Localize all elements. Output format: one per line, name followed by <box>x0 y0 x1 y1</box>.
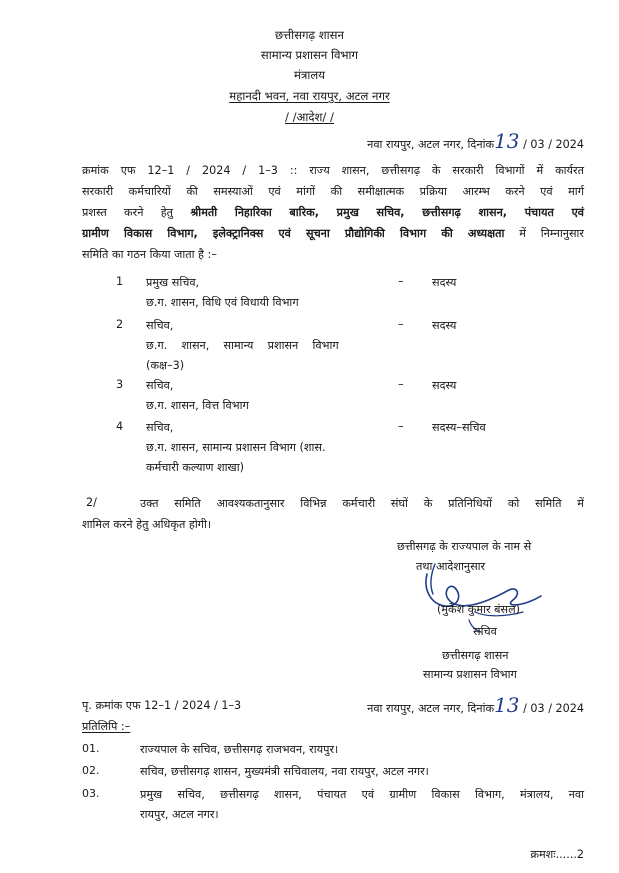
member-4-title: सचिव, <box>146 421 174 434</box>
signature-authority-line-1: छत्तीसगढ़ के राज्यपाल के नाम से <box>397 540 532 553</box>
order-line-1-text: :: राज्य शासन, छत्तीसगढ़ के सरकारी विभागों में कार्यरत <box>289 164 584 177</box>
member-3-role: सदस्य <box>432 379 457 392</box>
dateline <box>367 130 584 156</box>
member-3-title: सचिव, <box>146 379 174 392</box>
member-2-dash: – <box>398 318 404 331</box>
header-address: महानदी भवन, नवा रायपुर, अटल नगर <box>229 89 390 103</box>
signatory-name: (मुकेश कुमार बंसल) <box>437 603 521 616</box>
member-1-dept: छ.ग. शासन, विधि एवं विधायी विभाग <box>146 296 299 309</box>
endorsement-dateline <box>367 694 584 720</box>
continued-marker: क्रमशः......2 <box>530 848 584 861</box>
order-line-3 <box>82 202 584 223</box>
copy-1-num: 01. <box>82 742 100 755</box>
endorsement-month-year: / 03 / 2024 <box>523 702 584 715</box>
order-paragraph <box>82 160 584 265</box>
member-1-num: 1 <box>116 275 124 288</box>
header-department: सामान्य प्रशासन विभाग <box>260 48 359 62</box>
member-2-dept-room: (कक्ष–3) <box>146 359 185 372</box>
member-2-dept: छ.ग. शासन, सामान्य प्रशासन विभाग <box>146 339 339 352</box>
copy-2-text: सचिव, छत्तीसगढ़ शासन, मुख्यमंत्री सचिवालय, नवा रायपुर, अटल नगर। <box>140 765 429 778</box>
member-1-role: सदस्य <box>432 276 457 289</box>
member-3-num: 3 <box>116 378 124 391</box>
signatory-designation: सचिव <box>473 625 497 638</box>
order-line-2: सरकारी कर्मचारियों की समस्याओं एवं मांगों की समीक्षात्मक प्रक्रिया आरम्भ करने एवं मार्ग <box>82 185 584 198</box>
copy-3-text-line-2: रायपुर, अटल नगर। <box>140 808 219 821</box>
order-line-4 <box>82 223 584 244</box>
order-title: / /आदेश/ / <box>285 110 334 124</box>
para2-num: 2/ <box>86 496 97 509</box>
order-line-4-normal: में निम्नानुसार <box>519 227 584 240</box>
endorsement-handwritten-day: 13 <box>494 693 520 717</box>
header-mantralaya: मंत्रालय <box>294 68 325 82</box>
signatory-department: सामान्य प्रशासन विभाग <box>423 668 517 681</box>
handwritten-day: 13 <box>494 129 520 153</box>
endorsement-place: नवा रायपुर, अटल नगर, दिनांक <box>367 702 495 715</box>
para2-line-2: शामिल करने हेतु अधिकृत होगी। <box>82 518 212 531</box>
member-2-num: 2 <box>116 318 124 331</box>
copy-3-num: 03. <box>82 787 100 800</box>
signature-authority-line-2: तथा आदेशानुसार <box>416 560 486 573</box>
order-line-4-bold: ग्रामीण विकास विभाग, इलेक्ट्रानिक्स एवं सूचना प्रौद्योगिकी विभाग की अध्यक्षता <box>82 227 505 240</box>
member-1-title: प्रमुख सचिव, <box>146 276 200 289</box>
member-4-dept-branch: कर्मचारी कल्याण शाखा) <box>146 461 244 474</box>
para2-line-1: उक्त समिति आवश्यकतानुसार विभिन्न कर्मचारी संघों के प्रतिनिधियों को समिति में <box>140 497 584 510</box>
member-4-dept: छ.ग. शासन, सामान्य प्रशासन विभाग (शास. <box>146 441 326 454</box>
member-1-dash: – <box>398 275 404 288</box>
member-3-dash: – <box>398 378 404 391</box>
member-4-role: सदस्य–सचिव <box>432 421 486 434</box>
copy-2-num: 02. <box>82 764 100 777</box>
signatory-govt: छत्तीसगढ़ शासन <box>442 649 509 662</box>
member-2-title: सचिव, <box>146 319 174 332</box>
member-2-role: सदस्य <box>432 319 457 332</box>
endorsement-ref: पृ. क्रमांक एफ 12–1 / 2024 / 1–3 <box>82 699 242 712</box>
order-line-5: समिति का गठन किया जाता है :– <box>82 248 217 261</box>
dateline-month-year: / 03 / 2024 <box>523 138 584 151</box>
member-4-dash: – <box>398 420 404 433</box>
order-line-3-bold: श्रीमती निहारिका बारिक, प्रमुख सचिव, छत्तीसगढ़ शासन, पंचायत एवं <box>190 206 584 219</box>
copy-1-text: राज्यपाल के सचिव, छत्तीसगढ़ राजभवन, रायपुर। <box>140 743 339 756</box>
order-line-3-normal: प्रशस्त करने हेतु <box>82 206 174 219</box>
member-4-num: 4 <box>116 420 124 433</box>
copy-label: प्रतिलिपि :– <box>82 720 131 733</box>
member-3-dept: छ.ग. शासन, वित्त विभाग <box>146 399 249 412</box>
dateline-place: नवा रायपुर, अटल नगर, दिनांक <box>367 138 495 151</box>
order-line-1 <box>82 160 584 181</box>
order-ref: क्रमांक एफ 12–1 / 2024 / 1–3 <box>82 164 278 177</box>
header-govt: छत्तीसगढ़ शासन <box>275 28 344 42</box>
copy-3-text-line-1: प्रमुख सचिव, छत्तीसगढ़ शासन, पंचायत एवं ग्रामीण विकास विभाग, मंत्रालय, नवा <box>140 788 584 801</box>
